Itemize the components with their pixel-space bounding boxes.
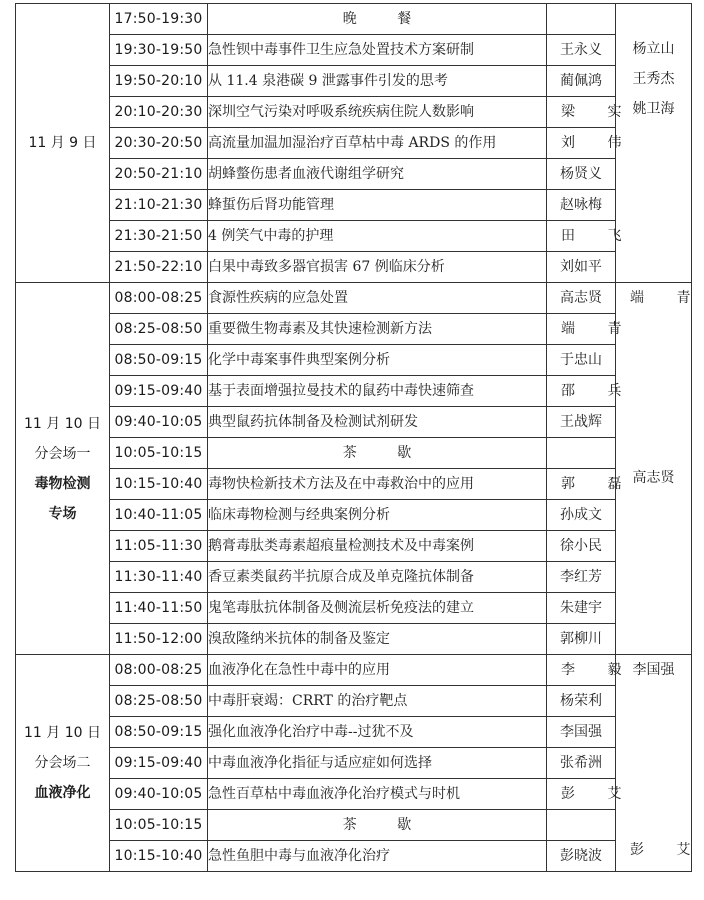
talk-title: 胡蜂螫伤患者血液代谢组学研究 xyxy=(208,159,547,190)
time-slot: 10:05-10:15 xyxy=(110,438,208,469)
break-label: 茶 歇 xyxy=(208,438,547,469)
speaker-name: 孙成文 xyxy=(547,500,616,531)
speaker-name: 田 飞 xyxy=(547,221,616,252)
time-slot: 20:10-20:30 xyxy=(110,97,208,128)
session-date-line: 分会场一 xyxy=(34,445,91,462)
schedule-row xyxy=(16,252,692,283)
chair-name: 李国强 xyxy=(632,662,675,678)
talk-title: 血液净化在急性中毒中的应用 xyxy=(208,655,547,686)
session-chairs-cell xyxy=(616,655,704,872)
chair-name xyxy=(616,433,691,463)
talk-title: 鬼笔毒肽抗体制备及侧流层析免疫法的建立 xyxy=(208,593,547,624)
session-track-title: 毒物检测 xyxy=(34,475,91,492)
speaker-name xyxy=(547,438,616,469)
schedule-row xyxy=(16,35,692,66)
session-date-cell xyxy=(16,283,110,655)
speaker-name: 梁 实 xyxy=(547,97,616,128)
schedule-row xyxy=(16,531,692,562)
schedule-row xyxy=(16,655,692,686)
time-slot: 21:30-21:50 xyxy=(110,221,208,252)
speaker-name: 朱建宇 xyxy=(547,593,616,624)
time-slot: 10:40-11:05 xyxy=(110,500,208,531)
time-slot: 08:50-09:15 xyxy=(110,717,208,748)
time-slot: 10:15-10:40 xyxy=(110,841,208,872)
talk-title: 蜂蜇伤后肾功能管理 xyxy=(208,190,547,221)
speaker-name: 李 毅 xyxy=(547,655,616,686)
break-label: 晚 餐 xyxy=(208,4,547,35)
schedule-row xyxy=(16,221,692,252)
chair-spacer xyxy=(616,4,691,34)
speaker-name: 王永义 xyxy=(547,35,616,66)
time-slot: 17:50-19:30 xyxy=(110,4,208,35)
chair-name: 王秀杰 xyxy=(632,71,675,87)
speaker-name: 郭柳川 xyxy=(547,624,616,655)
schedule-row xyxy=(16,717,692,748)
time-slot: 08:25-08:50 xyxy=(110,686,208,717)
schedule-row xyxy=(16,748,692,779)
chair-name: 彭 艾 xyxy=(630,842,704,858)
time-slot: 08:25-08:50 xyxy=(110,314,208,345)
schedule-row xyxy=(16,779,692,810)
talk-title: 急性百草枯中毒血液净化治疗模式与时机 xyxy=(208,779,547,810)
talk-title: 溴敌隆纳米抗体的制备及鉴定 xyxy=(208,624,547,655)
schedule-row xyxy=(16,97,692,128)
chair-name xyxy=(616,403,691,433)
time-slot: 20:50-21:10 xyxy=(110,159,208,190)
schedule-row xyxy=(16,159,692,190)
time-slot: 09:40-10:05 xyxy=(110,407,208,438)
time-slot: 08:50-09:15 xyxy=(110,345,208,376)
talk-title: 深圳空气污染对呼吸系统疾病住院人数影响 xyxy=(208,97,547,128)
speaker-name: 于忠山 xyxy=(547,345,616,376)
schedule-row xyxy=(16,128,692,159)
speaker-name xyxy=(547,4,616,35)
session-date-line: 11 月 9 日 xyxy=(28,135,97,151)
schedule-row xyxy=(16,376,692,407)
chair-name: 端 青 xyxy=(630,290,704,306)
talk-title: 重要微生物毒素及其快速检测新方法 xyxy=(208,314,547,345)
schedule-row xyxy=(16,345,692,376)
talk-title: 高流量加温加湿治疗百草枯中毒 ARDS 的作用 xyxy=(208,128,547,159)
chair-name: 高志贤 xyxy=(632,470,675,486)
talk-title: 4 例笑气中毒的护理 xyxy=(208,221,547,252)
time-slot: 10:15-10:40 xyxy=(110,469,208,500)
speaker-name: 刘 伟 xyxy=(547,128,616,159)
speaker-name: 刘如平 xyxy=(547,252,616,283)
speaker-name: 杨荣利 xyxy=(547,686,616,717)
schedule-row xyxy=(16,562,692,593)
schedule-row xyxy=(16,686,692,717)
time-slot: 11:50-12:00 xyxy=(110,624,208,655)
speaker-name: 彭晓波 xyxy=(547,841,616,872)
schedule-row xyxy=(16,4,692,35)
talk-title: 香豆素类鼠药半抗原合成及单克隆抗体制备 xyxy=(208,562,547,593)
talk-title: 典型鼠药抗体制备及检测试剂研发 xyxy=(208,407,547,438)
schedule-row xyxy=(16,810,692,841)
speaker-name: 李国强 xyxy=(547,717,616,748)
schedule-table xyxy=(15,3,704,872)
schedule-row xyxy=(16,438,692,469)
time-slot: 09:40-10:05 xyxy=(110,779,208,810)
time-slot: 11:30-11:40 xyxy=(110,562,208,593)
session-date-line: 分会场二 xyxy=(34,755,91,771)
schedule-row xyxy=(16,624,692,655)
chair-name xyxy=(616,745,691,775)
talk-title: 中毒血液净化指征与适应症如何选择 xyxy=(208,748,547,779)
talk-title: 急性鱼胆中毒与血液净化治疗 xyxy=(208,841,547,872)
chair-name xyxy=(616,715,691,745)
chair-name: 姚卫海 xyxy=(632,101,675,117)
speaker-name: 王战辉 xyxy=(547,407,616,438)
speaker-name: 李红芳 xyxy=(547,562,616,593)
speaker-name: 彭 艾 xyxy=(547,779,616,810)
time-slot: 21:50-22:10 xyxy=(110,252,208,283)
talk-title: 毒物快检新技术方法及在中毒救治中的应用 xyxy=(208,469,547,500)
talk-title: 从 11.4 泉港碳 9 泄露事件引发的思考 xyxy=(208,66,547,97)
time-slot: 21:10-21:30 xyxy=(110,190,208,221)
schedule-row xyxy=(16,593,692,624)
schedule-row xyxy=(16,190,692,221)
schedule-row xyxy=(16,469,692,500)
time-slot: 08:00-08:25 xyxy=(110,655,208,686)
talk-title: 临床毒物检测与经典案例分析 xyxy=(208,500,547,531)
speaker-name: 高志贤 xyxy=(547,283,616,314)
speaker-name: 郭 磊 xyxy=(547,469,616,500)
break-label: 茶 歇 xyxy=(208,810,547,841)
time-slot: 11:05-11:30 xyxy=(110,531,208,562)
chair-name xyxy=(616,805,691,835)
talk-title: 急性钡中毒事件卫生应急处置技术方案研制 xyxy=(208,35,547,66)
speaker-name: 张希洲 xyxy=(547,748,616,779)
session-track-title: 专场 xyxy=(48,505,77,522)
talk-title: 强化血液净化治疗中毒--过犹不及 xyxy=(208,717,547,748)
time-slot: 09:15-09:40 xyxy=(110,748,208,779)
speaker-name: 端 青 xyxy=(547,314,616,345)
schedule-body xyxy=(16,4,704,872)
talk-title: 白果中毒致多器官损害 67 例临床分析 xyxy=(208,252,547,283)
speaker-name: 徐小民 xyxy=(547,531,616,562)
talk-title: 化学中毒案事件典型案例分析 xyxy=(208,345,547,376)
session-date-line: 11 月 10 日 xyxy=(24,415,101,432)
talk-title: 中毒肝衰竭：CRRT 的治疗靶点 xyxy=(208,686,547,717)
time-slot: 19:50-20:10 xyxy=(110,66,208,97)
time-slot: 08:00-08:25 xyxy=(110,283,208,314)
schedule-row xyxy=(16,407,692,438)
time-slot: 09:15-09:40 xyxy=(110,376,208,407)
schedule-row xyxy=(16,841,692,872)
time-slot: 11:40-11:50 xyxy=(110,593,208,624)
session-date-cell xyxy=(16,4,110,283)
talk-title: 基于表面增强拉曼技术的鼠药中毒快速筛查 xyxy=(208,376,547,407)
time-slot: 10:05-10:15 xyxy=(110,810,208,841)
speaker-name: 蔺佩鸿 xyxy=(547,66,616,97)
chair-name: 杨立山 xyxy=(632,41,675,57)
schedule-row xyxy=(16,283,692,314)
chair-name xyxy=(616,343,691,373)
chair-name xyxy=(616,685,691,715)
talk-title: 鹅膏毒肽类毒素超痕量检测技术及中毒案例 xyxy=(208,531,547,562)
schedule-row xyxy=(16,314,692,345)
schedule-row xyxy=(16,500,692,531)
session-date-cell xyxy=(16,655,110,872)
talk-title: 食源性疾病的应急处置 xyxy=(208,283,547,314)
time-slot: 20:30-20:50 xyxy=(110,128,208,159)
time-slot: 19:30-19:50 xyxy=(110,35,208,66)
session-date-line: 11 月 10 日 xyxy=(24,725,101,741)
session-track-title: 血液净化 xyxy=(34,785,91,801)
speaker-name xyxy=(547,810,616,841)
schedule-row xyxy=(16,66,692,97)
speaker-name: 赵咏梅 xyxy=(547,190,616,221)
speaker-name: 杨贤义 xyxy=(547,159,616,190)
speaker-name: 邵 兵 xyxy=(547,376,616,407)
